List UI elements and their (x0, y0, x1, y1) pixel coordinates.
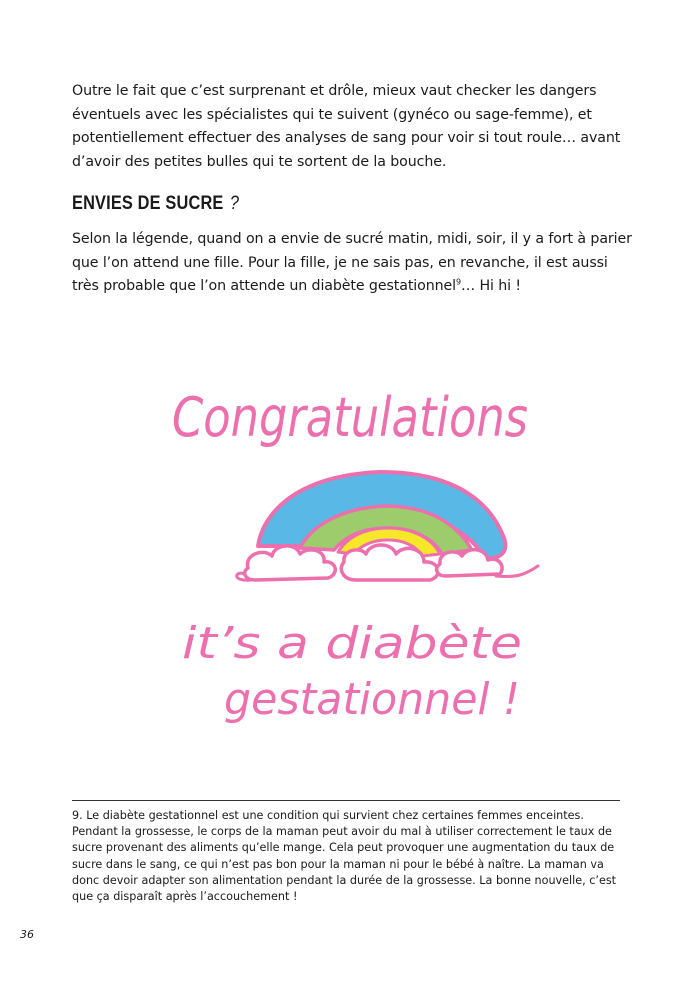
page-number: 36 (20, 928, 34, 941)
section-heading-text: ENVIES DE SUCRE (72, 193, 224, 214)
rainbow-icon (237, 472, 538, 580)
footnote-divider (72, 800, 620, 801)
left-cloud-icon (245, 546, 336, 580)
footnote: 9. Le diabète gestationnel est une condition qui survient chez certaines femmes enceintes. Pendant la grossesse, le corps de la maman peut avoir du mal à utiliser correctement le taux de sucre provenant des aliments qu’elle mange. Cela peut provoquer une augmentation du taux de sucre dans le sang, ce qui n’est pas bon pour la maman ni pour le bébé à naître. La maman va donc devoir adapter son alimentation pendant la durée de la grossesse. La bonne nouvelle, c’est que ça disparaît après l’accouchement ! (72, 809, 617, 904)
rainbow-illustration (140, 368, 560, 748)
body-paragraph-2-tail: … Hi hi ! (460, 278, 522, 294)
diabete-lettering: it’s a diabète (182, 618, 522, 669)
section-heading (72, 193, 239, 215)
body-paragraph-2 (72, 228, 632, 299)
body-paragraph-1: Outre le fait que c’est surprenant et drôle, mieux vaut checker les dangers éventuels avec les spécialistes qui te suivent (gynéco ou sage-femme), et potentiellement effectuer des analyses de sang pour voir si tout roule… avant d’avoir des petites bulles qui te sortent de la bouche. (72, 83, 621, 170)
body-paragraph-2-text: Selon la légende, quand on a envie de sucré matin, midi, soir, il y a fort à parier que l’on attend une fille. Pour la fille, je ne sais pas, en revanche, il est aussi très probable que l’on attende un diabète gestationnel (72, 231, 632, 294)
rainbow-illustration-svg (140, 368, 560, 748)
gestationnel-lettering: gestationnel ! (224, 674, 520, 725)
footnote-reference: 9 (455, 277, 461, 287)
section-heading-question-mark: ? (229, 193, 240, 214)
congratulations-lettering: Congratulations (172, 386, 528, 449)
